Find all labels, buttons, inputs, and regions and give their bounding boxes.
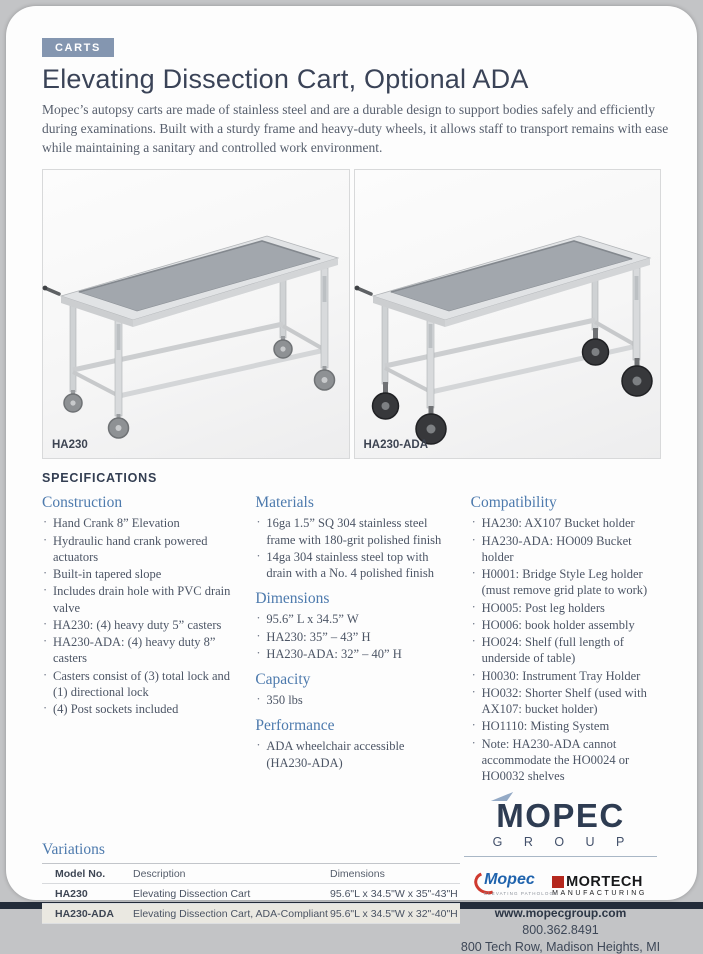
spec-item-text: 350 lbs bbox=[266, 693, 303, 708]
mopec-group-logo bbox=[496, 797, 625, 835]
mortech-logo-subtitle: MANUFACTURING bbox=[552, 889, 647, 897]
bullet-dot: · bbox=[471, 515, 476, 530]
page-title: Elevating Dissection Cart, Optional ADA bbox=[42, 64, 529, 94]
spec-item bbox=[42, 668, 234, 701]
variations-table-body bbox=[42, 884, 460, 924]
spec-item-text: ADA wheelchair accessible (HA230-ADA) bbox=[266, 739, 405, 770]
spec-item bbox=[255, 515, 449, 548]
variations-row bbox=[42, 884, 460, 904]
capacity-list bbox=[255, 692, 449, 708]
section-title-performance: Performance bbox=[255, 717, 335, 735]
mopec-logo-word: MOPEC bbox=[496, 797, 625, 835]
spec-item bbox=[42, 617, 234, 633]
mopec-logo bbox=[474, 869, 559, 901]
spec-item-text: HA230-ADA: HO009 Bucket holder bbox=[481, 533, 632, 564]
spec-column-materials bbox=[255, 485, 449, 785]
variations-header-row bbox=[42, 864, 460, 884]
mortech-logo bbox=[552, 874, 647, 897]
section-title-capacity: Capacity bbox=[255, 671, 311, 689]
spec-columns bbox=[42, 485, 661, 785]
spec-item bbox=[471, 736, 661, 785]
cart-illustration-ha230 bbox=[43, 170, 356, 458]
spec-item-text: Casters consist of (3) total lock and (1) directional lock bbox=[53, 668, 231, 699]
mortech-square-icon bbox=[552, 876, 564, 888]
partner-logos-row bbox=[460, 867, 661, 903]
bullet-dot: · bbox=[471, 566, 476, 581]
spec-item-text: HA230-ADA: (4) heavy duty 8” casters bbox=[53, 635, 216, 666]
datasheet-card bbox=[6, 6, 697, 954]
spec-item-text: H0001: Bridge Style Leg holder (must remove grid plate to work) bbox=[481, 567, 648, 598]
footer-divider bbox=[464, 856, 657, 857]
materials-list bbox=[255, 515, 449, 581]
cart-illustration-ha230-ada bbox=[355, 170, 668, 458]
spec-item bbox=[471, 566, 661, 599]
spec-item bbox=[255, 646, 449, 662]
mopec-logo-group-word: G R O U P bbox=[492, 835, 634, 850]
mortech-logo-name: MORTECH bbox=[566, 873, 643, 890]
section-title-dimensions: Dimensions bbox=[255, 590, 330, 608]
spec-item-text: 16ga 1.5” SQ 304 stainless steel frame with 180-grit polished finish bbox=[266, 516, 442, 547]
intro-paragraph: Mopec’s autopsy carts are made of stainless steel and are a durable design to support bodies safely and efficiently during examinations. Built with a sturdy frame and heavy-duty wheels, it allows staff to transport remains with ease while maintaining a sanitary and controlled work environment. bbox=[42, 102, 669, 156]
bullet-dot: · bbox=[256, 645, 261, 660]
spec-item bbox=[255, 738, 449, 771]
bullet-dot: · bbox=[471, 667, 476, 682]
spec-item-text: Note: HA230-ADA cannot accommodate the HO0024 or HO0032 shelves bbox=[481, 736, 630, 784]
dimensions-list bbox=[255, 611, 449, 662]
spec-item-text: HO005: Post leg holders bbox=[481, 600, 605, 615]
specifications-heading: SPECIFICATIONS bbox=[42, 471, 158, 486]
product-image-ha230 bbox=[42, 169, 350, 459]
bullet-dot: · bbox=[471, 634, 476, 649]
spec-item bbox=[42, 566, 234, 582]
spec-item-text: HO1110: Misting System bbox=[481, 719, 610, 734]
bullet-dot: · bbox=[471, 718, 476, 733]
footer-brand-block bbox=[460, 785, 661, 954]
bullet-dot: · bbox=[43, 701, 48, 716]
bullet-dot: · bbox=[471, 684, 476, 699]
spec-item-text: HA230: (4) heavy duty 5” casters bbox=[53, 617, 222, 632]
phone-text: 800.362.8491 bbox=[522, 923, 599, 938]
spec-item-text: HO024: Shelf (full length of underside of table) bbox=[481, 635, 624, 666]
spec-item-text: Built-in tapered slope bbox=[53, 567, 162, 582]
spec-item bbox=[471, 600, 661, 616]
spec-item-text: 95.6” L x 34.5” W bbox=[266, 612, 359, 627]
spec-item bbox=[471, 617, 661, 633]
section-title-compatibility: Compatibility bbox=[470, 494, 557, 512]
bullet-dot: · bbox=[471, 735, 476, 750]
bullet-dot: · bbox=[256, 692, 261, 707]
spec-item-text: H0030: Instrument Tray Holder bbox=[481, 668, 641, 683]
spec-item bbox=[255, 692, 449, 708]
spec-item-text: HA230: 35” – 43” H bbox=[266, 629, 371, 644]
cell-dimensions: 95.6"L x 34.5"W x 35"-43"H bbox=[330, 888, 458, 901]
product-label-ha230: HA230 bbox=[52, 439, 88, 452]
bullet-dot: · bbox=[43, 634, 48, 649]
spec-item bbox=[255, 611, 449, 627]
spec-item bbox=[42, 634, 234, 667]
spec-item-text: HO032: Shorter Shelf (used with AX107: bucket holder) bbox=[481, 685, 647, 717]
spec-item bbox=[42, 701, 234, 717]
bullet-dot: · bbox=[43, 532, 48, 547]
col-header-dimensions: Dimensions bbox=[330, 868, 385, 881]
bullet-dot: · bbox=[256, 628, 261, 643]
spec-item-text: HA230: AX107 Bucket holder bbox=[481, 516, 635, 531]
bullet-dot: · bbox=[256, 738, 261, 753]
spec-item bbox=[42, 583, 234, 616]
spec-item-text: HO006: book holder assembly bbox=[481, 617, 635, 632]
product-images-row bbox=[42, 169, 661, 459]
col-header-description: Description bbox=[133, 868, 186, 881]
bullet-dot: · bbox=[43, 616, 48, 631]
mopec-logo-name: Mopec bbox=[484, 871, 535, 889]
performance-list bbox=[255, 738, 449, 771]
spec-item-text: HA230-ADA: 32” – 40” H bbox=[266, 646, 402, 661]
spec-item bbox=[471, 533, 661, 566]
cell-model: HA230-ADA bbox=[55, 908, 114, 921]
bullet-dot: · bbox=[471, 532, 476, 547]
spec-item bbox=[42, 533, 234, 566]
website-text: www.mopecgroup.com bbox=[494, 906, 627, 921]
section-title-materials: Materials bbox=[255, 494, 314, 512]
bullet-dot: · bbox=[471, 616, 476, 631]
bullet-dot: · bbox=[256, 515, 261, 530]
bullet-dot: · bbox=[256, 548, 261, 563]
spec-item bbox=[471, 515, 661, 531]
spec-column-construction bbox=[42, 485, 234, 785]
address-text: 800 Tech Row, Madison Heights, MI bbox=[460, 940, 661, 954]
bullet-dot: · bbox=[43, 566, 48, 581]
spec-item bbox=[471, 685, 661, 718]
spec-item bbox=[471, 668, 661, 684]
cell-dimensions: 95.6"L x 34.5"W x 32"-40"H bbox=[330, 908, 458, 921]
cell-description: Elevating Dissection Cart bbox=[133, 888, 251, 901]
construction-list bbox=[42, 515, 234, 717]
spec-item bbox=[471, 634, 661, 667]
bullet-dot: · bbox=[43, 583, 48, 598]
product-image-ha230-ada bbox=[354, 169, 662, 459]
cell-description: Elevating Dissection Cart, ADA-Compliant bbox=[133, 908, 328, 921]
spec-item bbox=[255, 549, 449, 582]
variations-heading: Variations bbox=[42, 841, 105, 859]
variations-section bbox=[42, 785, 460, 924]
category-badge: CARTS bbox=[42, 38, 114, 57]
mopec-logo-tagline: ELEVATING PATHOLOGY bbox=[484, 891, 559, 897]
bottom-row bbox=[42, 785, 661, 954]
section-title-construction: Construction bbox=[42, 494, 123, 512]
compatibility-list bbox=[471, 515, 661, 784]
spec-item bbox=[471, 718, 661, 734]
product-label-ha230-ada: HA230-ADA bbox=[363, 439, 429, 452]
bullet-dot: · bbox=[471, 599, 476, 614]
variations-table bbox=[42, 863, 460, 924]
spec-item bbox=[42, 515, 234, 531]
col-header-model: Model No. bbox=[55, 868, 106, 881]
spec-item-text: Includes drain hole with PVC drain valve bbox=[53, 584, 231, 615]
cell-model: HA230 bbox=[55, 888, 88, 901]
bullet-dot: · bbox=[256, 611, 261, 626]
bullet-dot: · bbox=[43, 515, 48, 530]
variations-row bbox=[42, 904, 460, 924]
spec-item-text: 14ga 304 stainless steel top with drain with a No. 4 polished finish bbox=[266, 549, 435, 581]
spec-column-compatibility bbox=[471, 485, 661, 785]
spec-item-text: Hand Crank 8” Elevation bbox=[53, 516, 180, 531]
spec-item-text: (4) Post sockets included bbox=[53, 702, 179, 717]
spec-item-text: Hydraulic hand crank powered actuators bbox=[53, 533, 208, 564]
spec-item bbox=[255, 629, 449, 645]
bullet-dot: · bbox=[43, 667, 48, 682]
